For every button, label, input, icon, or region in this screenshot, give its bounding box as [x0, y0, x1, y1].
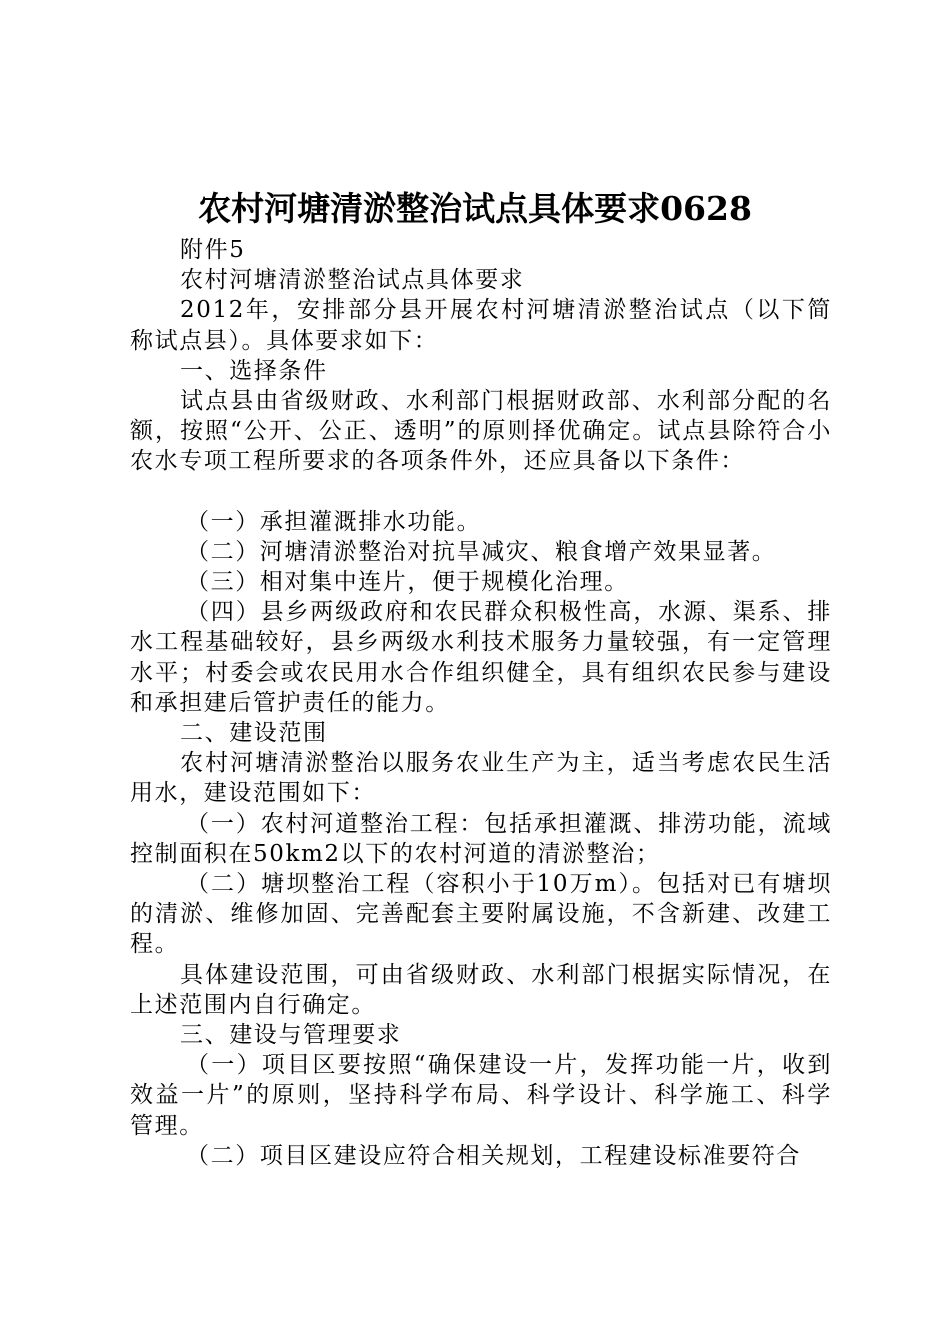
section-heading-2: 二、建设范围 [180, 720, 328, 747]
condition-item-2: （二）河塘清淤整治对抗旱减灾、粮食增产效果显著。 [186, 538, 777, 565]
requirement-item-1: （一）项目区要按照“确保建设一片，发挥功能一片，收到效益一片”的原则，坚持科学布局、科学设计、科学施工、科学管理。 [130, 1052, 832, 1139]
attachment-label: 附件5 [180, 237, 246, 263]
document-title: 农村河塘清淤整治试点具体要求0628 [198, 189, 752, 228]
paragraph-selection: 试点县由省级财政、水利部门根据财政部、水利部分配的名额，按照“公开、公正、透明”的原则择优确定。试点县除符合小农水专项工程所要求的各项条件外，还应具备以下条件： [130, 388, 832, 475]
blank-line [130, 477, 832, 507]
subtitle: 农村河塘清淤整治试点具体要求 [180, 267, 525, 294]
condition-item-3: （三）相对集中连片，便于规模化治理。 [186, 569, 629, 596]
condition-item-4: （四）县乡两级政府和农民群众积极性高，水源、渠系、排水工程基础较好，县乡两级水利技术服务力量较强，有一定管理水平；村委会或农民用水合作组织健全，具有组织农民参与建设和承担建后管护责任的能力。 [130, 599, 832, 716]
requirement-item-2: （二）项目区建设应符合相关规划，工程建设标准要符合 [186, 1142, 801, 1169]
paragraph-scope-detail: 具体建设范围，可由省级财政、水利部门根据实际情况，在上述范围内自行确定。 [130, 961, 832, 1018]
condition-item-1: （一）承担灌溉排水功能。 [186, 508, 482, 535]
section-heading-3: 三、建设与管理要求 [180, 1022, 402, 1049]
paragraph-scope: 农村河塘清淤整治以服务农业生产为主，适当考虑农民生活用水，建设范围如下： [130, 750, 832, 807]
scope-item-2: （二）塘坝整治工程（容积小于10万m）。包括对已有塘坝的清淤、维修加固、完善配套主要附属设施，不含新建、改建工程。 [130, 871, 832, 958]
intro-paragraph: 2012年，安排部分县开展农村河塘清淤整治试点（以下简称试点县）。具体要求如下： [130, 297, 832, 354]
section-heading-1: 一、选择条件 [180, 357, 328, 384]
document-body [130, 235, 832, 1171]
scope-item-1: （一）农村河道整治工程：包括承担灌溉、排涝功能，流域控制面积在50km2以下的农村河道的清淤整治； [130, 810, 832, 867]
